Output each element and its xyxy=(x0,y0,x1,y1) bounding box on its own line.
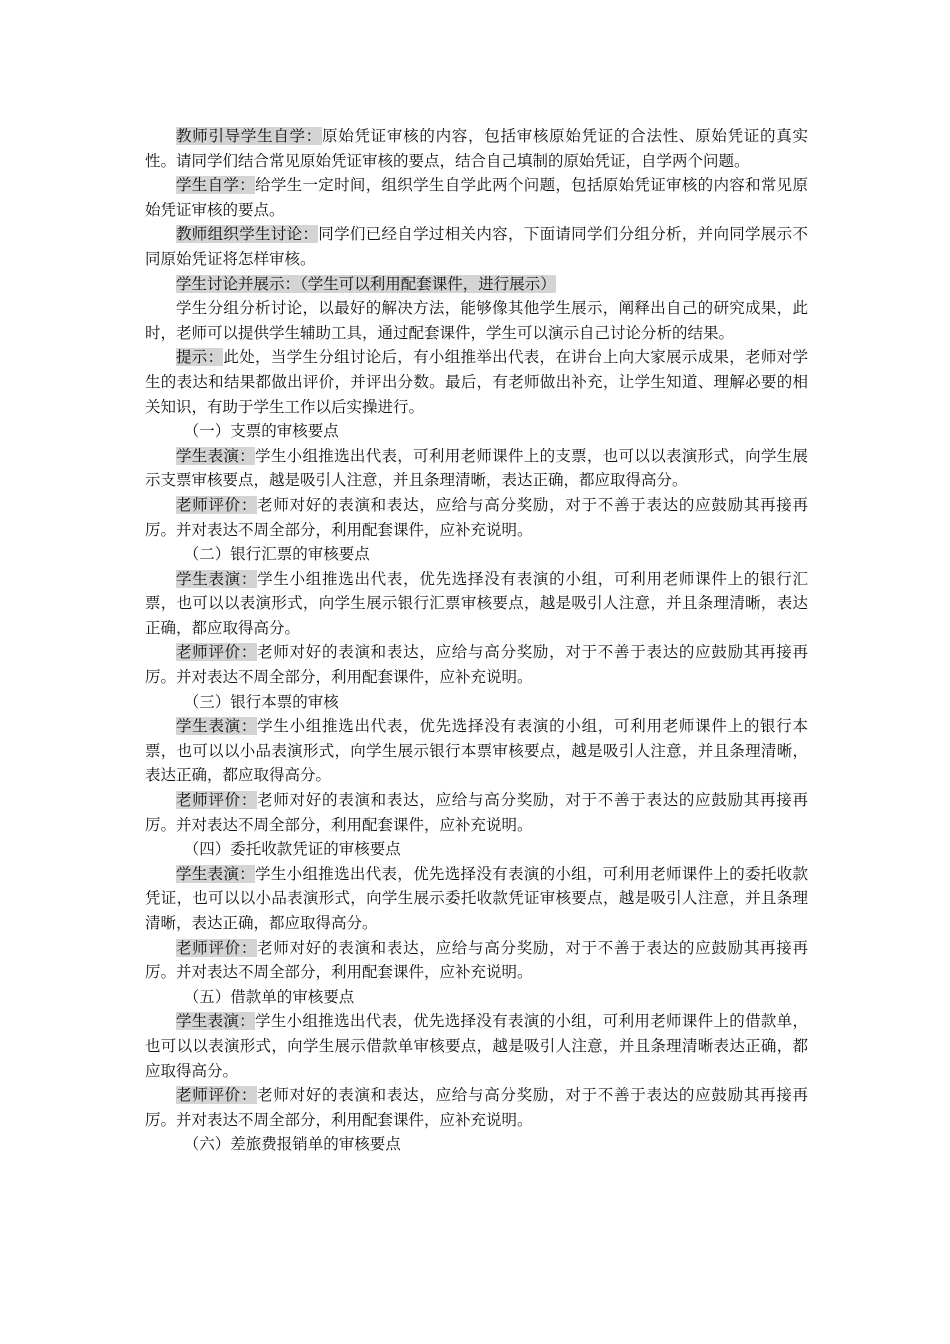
paragraph xyxy=(145,272,808,297)
paragraph-label: 教师组织学生讨论： xyxy=(176,225,319,244)
paragraph-text: 老师对好的表演和表达，应给与高分奖励，对于不善于表达的应鼓励其再接再厉。并对表达不周全部分，利用配套课件，应补充说明。 xyxy=(145,938,808,982)
paragraph-text: 老师对好的表演和表达，应给与高分奖励，对于不善于表达的应鼓励其再接再厉。并对表达不周全部分，利用配套课件，应补充说明。 xyxy=(145,643,808,687)
section-heading: （二）银行汇票的审核要点 xyxy=(183,545,370,564)
paragraph xyxy=(145,862,808,936)
paragraph xyxy=(145,173,808,222)
paragraph xyxy=(145,936,808,985)
paragraph-label: 教师引导学生自学： xyxy=(176,127,323,145)
paragraph xyxy=(145,222,808,271)
paragraph-text: 原始凭证审核的内容，包括审核原始凭证的合法性、原始凭证的真实性。请同学们结合常见原始凭证审核的要点，结合自己填制的原始凭证，自学两个问题。 xyxy=(145,127,808,170)
paragraph-text: 学生分组分析讨论，以最好的解决方法，能够像其他学生展示，阐释出自己的研究成果，此时，老师可以提供学生辅助工具，通过配套课件，学生可以演示自己讨论分析的结果。 xyxy=(145,299,808,342)
paragraph-label: 老师评价： xyxy=(176,791,258,810)
paragraph-label: 老师评价： xyxy=(176,1086,258,1105)
paragraph-label: 学生表演： xyxy=(176,864,256,883)
section-heading: （六）差旅费报销单的审核要点 xyxy=(183,1135,401,1154)
section-heading: （五）借款单的审核要点 xyxy=(183,987,355,1006)
document-page xyxy=(145,124,808,1157)
paragraph xyxy=(145,640,808,689)
paragraph-label: 老师评价： xyxy=(176,495,258,514)
paragraph-text: 学生小组推选出代表，可利用老师课件上的支票，也可以以表演形式，向学生展示支票审核要点，越是吸引人注意，并且条理清晰，表达正确，都应取得高分。 xyxy=(145,446,808,490)
paragraph xyxy=(145,444,808,493)
paragraph-label: 学生自学： xyxy=(176,176,256,195)
section-heading: （四）委托收款凭证的审核要点 xyxy=(183,840,401,859)
paragraph-text: 学生小组推选出代表，优先选择没有表演的小组，可利用老师课件上的银行本票，也可以以小品表演形式，向学生展示银行本票审核要点，越是吸引人注意，并且条理清晰，表达正确，都应取得高分。 xyxy=(145,717,808,785)
paragraph-text: 老师对好的表演和表达，应给与高分奖励，对于不善于表达的应鼓励其再接再厉。并对表达不周全部分，利用配套课件，应补充说明。 xyxy=(145,495,808,539)
paragraph-label: 学生表演： xyxy=(176,1012,256,1031)
section-heading: （三）银行本票的审核 xyxy=(183,692,339,711)
paragraph-text: 老师对好的表演和表达，应给与高分奖励，对于不善于表达的应鼓励其再接再厉。并对表达不周全部分，利用配套课件，应补充说明。 xyxy=(145,791,808,834)
paragraph-text: 老师对好的表演和表达，应给与高分奖励，对于不善于表达的应鼓励其再接再厉。并对表达不周全部分，利用配套课件，应补充说明。 xyxy=(145,1086,808,1129)
paragraph-label: 老师评价： xyxy=(176,643,258,662)
paragraph xyxy=(145,1083,808,1132)
paragraph-text: 此处，当学生分组讨论后，有小组推举出代表，在讲台上向大家展示成果，老师对学生的表达和结果都做出评价，并评出分数。最后，有老师做出补充，让学生知道、理解必要的相关知识，有助于学生工作以后实操进行。 xyxy=(145,348,808,416)
paragraph xyxy=(145,124,808,173)
paragraph-text: 给学生一定时间，组织学生自学此两个问题，包括原始凭证审核的内容和常见原始凭证审核的要点。 xyxy=(145,176,808,219)
paragraph-text: 同学们已经自学过相关内容，下面请同学们分组分析，并向同学展示不同原始凭证将怎样审核。 xyxy=(145,225,808,268)
paragraph-label: 老师评价： xyxy=(176,938,258,957)
paragraph-text: 学生小组推选出代表，优先选择没有表演的小组，可利用老师课件上的委托收款凭证，也可以以小品表演形式，向学生展示委托收款凭证审核要点，越是吸引人注意，并且条理清晰，表达正确，都应取得高分。 xyxy=(145,864,808,932)
paragraph-label: 学生表演： xyxy=(176,717,258,736)
section-heading: （一）支票的审核要点 xyxy=(183,422,339,441)
paragraph-text: 学生小组推选出代表，优先选择没有表演的小组，可利用老师课件上的借款单，也可以以表演形式，向学生展示借款单审核要点，越是吸引人注意，并且条理清晰表达正确，都应取得高分。 xyxy=(145,1012,808,1080)
paragraph-label: 学生表演： xyxy=(176,569,258,588)
paragraph-label: 学生表演： xyxy=(176,446,256,465)
paragraph xyxy=(145,1009,808,1083)
paragraph xyxy=(145,345,808,419)
paragraph-label: 提示： xyxy=(176,348,224,367)
paragraph xyxy=(145,714,808,788)
paragraph xyxy=(145,567,808,641)
paragraph xyxy=(145,493,808,542)
paragraph xyxy=(145,788,808,837)
paragraph-label: 学生讨论并展示：（学生可以利用配套课件，进行展示） xyxy=(176,274,556,293)
paragraph-text: 学生小组推选出代表，优先选择没有表演的小组，可利用老师课件上的银行汇票，也可以以表演形式，向学生展示银行汇票审核要点，越是吸引人注意，并且条理清晰，表达正确，都应取得高分。 xyxy=(145,569,808,637)
paragraph xyxy=(145,296,808,345)
